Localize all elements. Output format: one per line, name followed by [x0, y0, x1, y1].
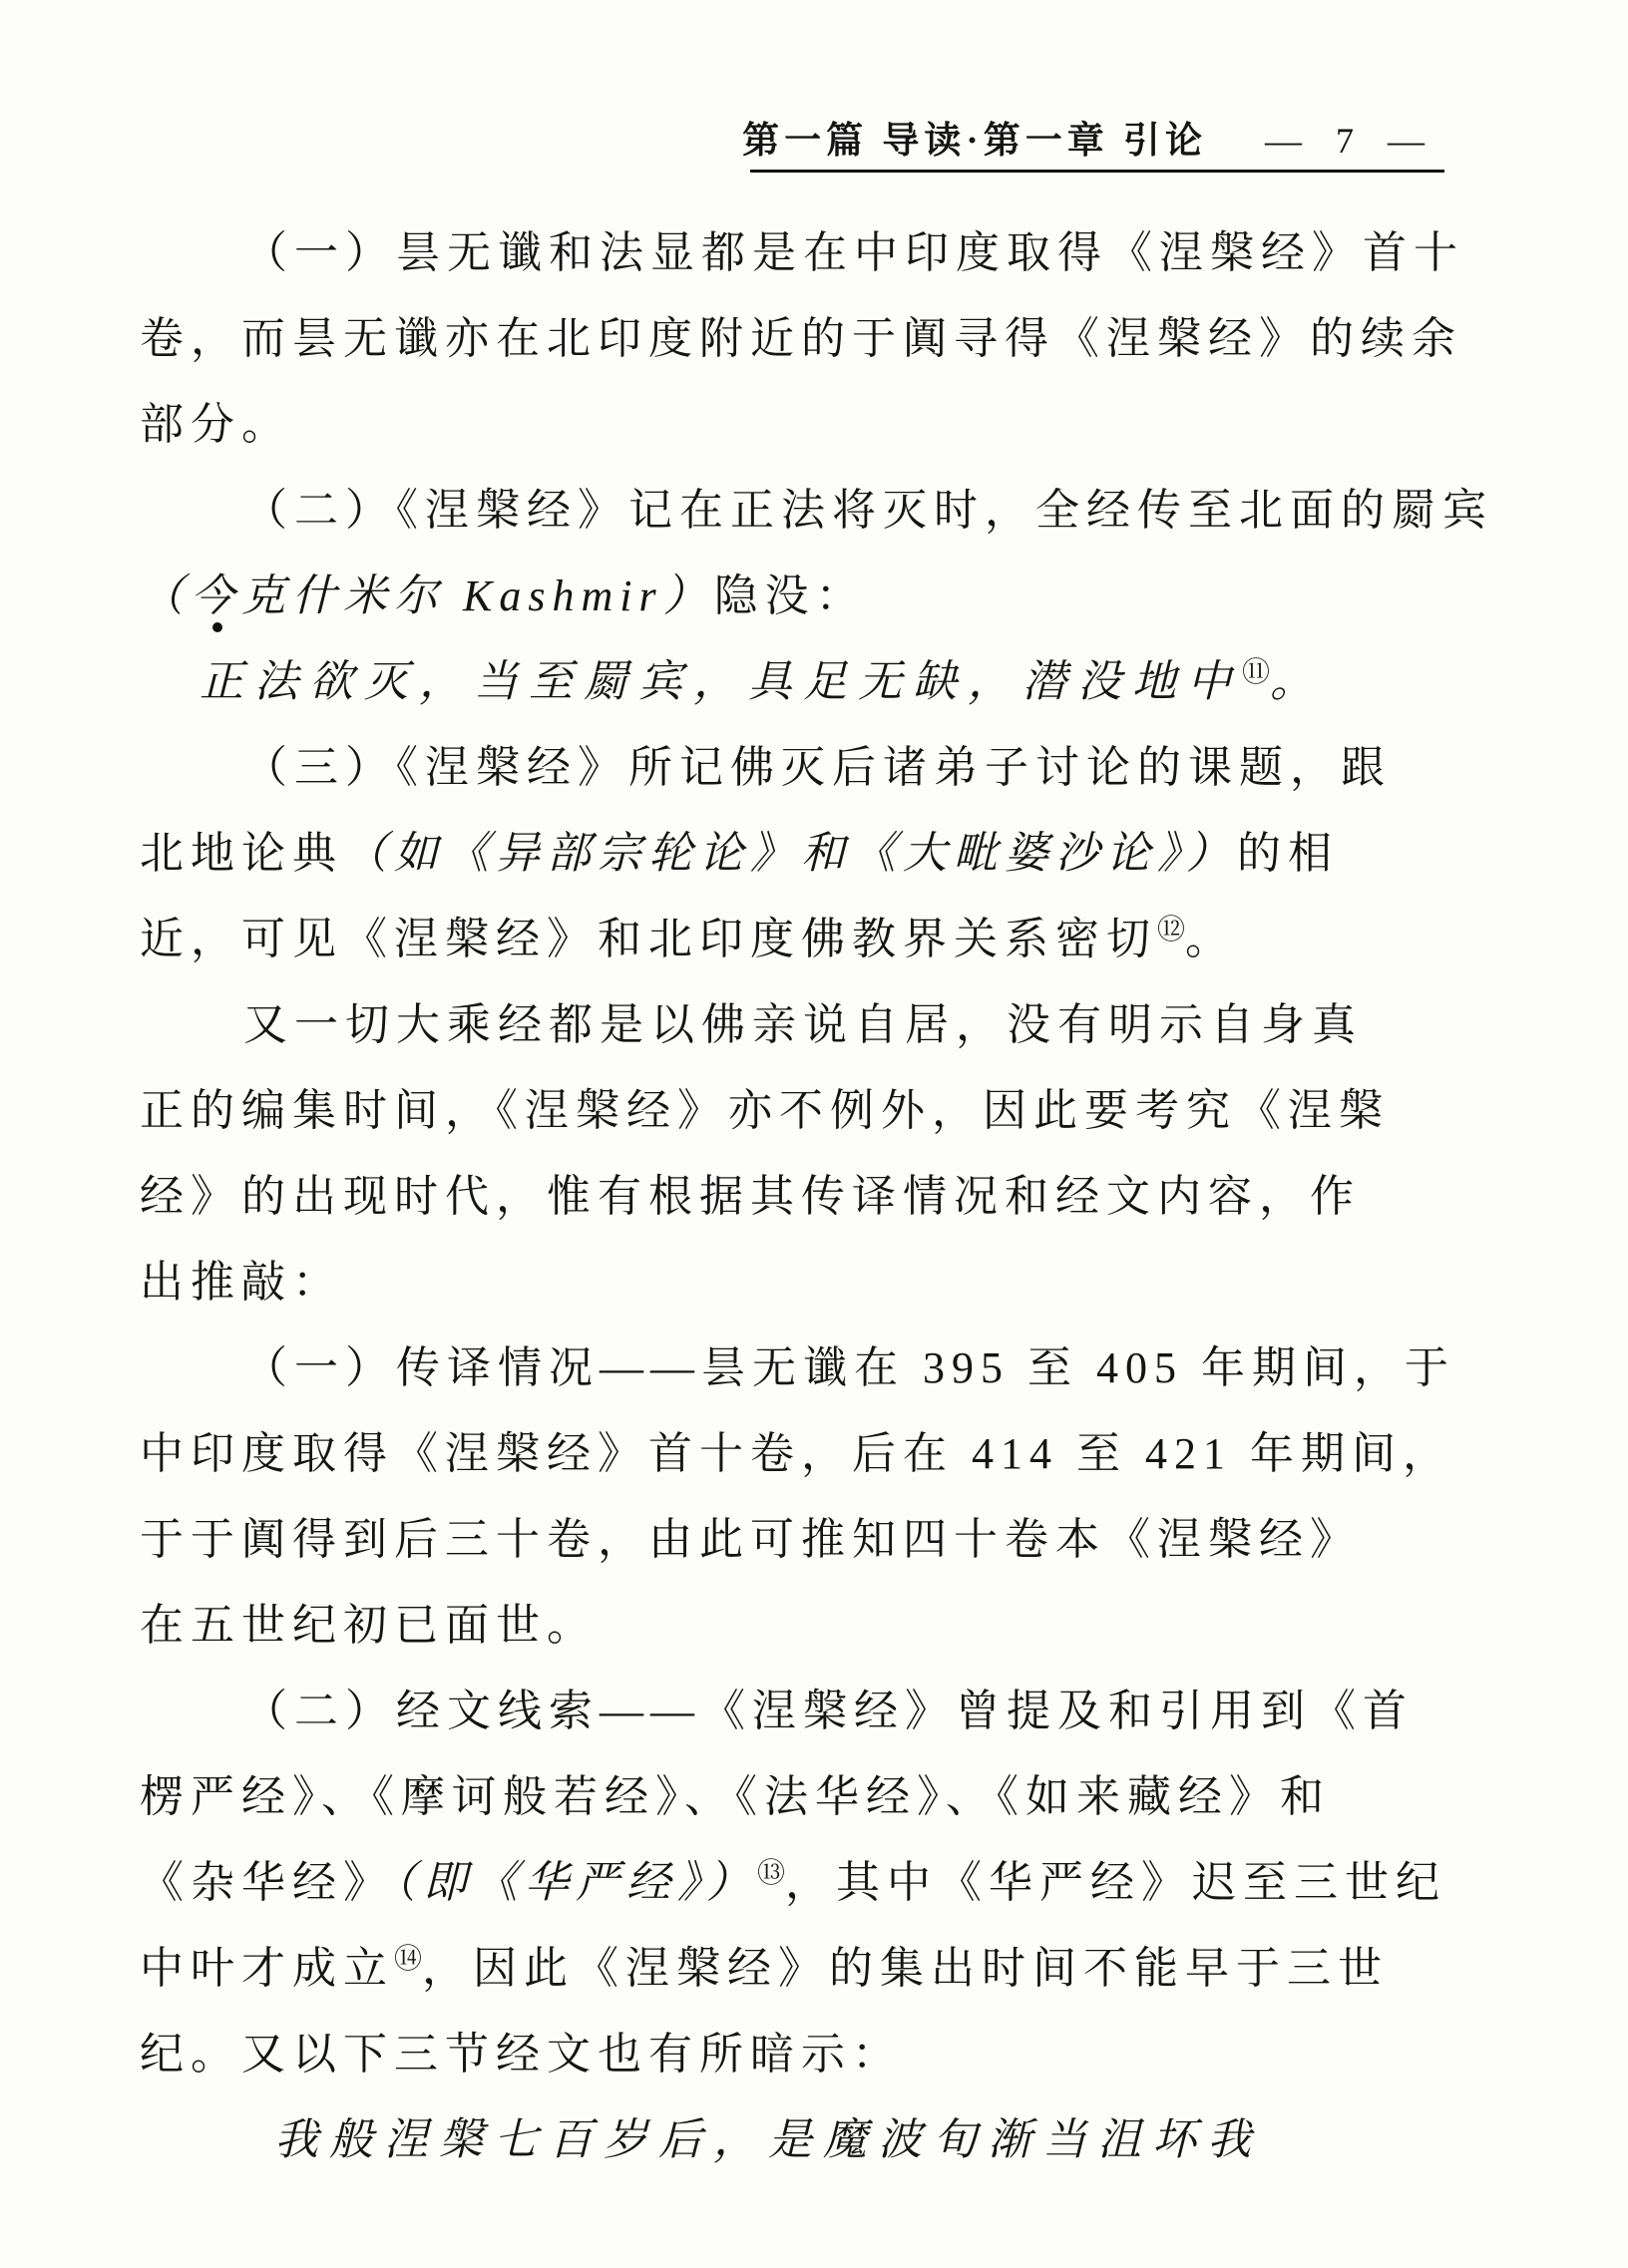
text-line-7 — [140, 725, 1496, 811]
text-line-11 — [140, 1068, 1496, 1154]
line-text: 又一切大乘经都是以佛亲说自居，没有明示自身真 — [243, 1000, 1363, 1049]
quote-line-1: 正法欲灭，当至罽宾，具足无缺，潜没地中⑪。 — [200, 657, 1326, 706]
quote-text: 我般涅槃七百岁后，是魔波旬渐当沮坏我 — [274, 2115, 1262, 2164]
text-line-22 — [140, 2012, 1496, 2097]
line-text: 中叶才成立 — [140, 1944, 394, 1993]
text-line-1 — [140, 210, 1496, 296]
text-line-14 — [140, 1325, 1496, 1411]
text-line-19 — [140, 1754, 1496, 1840]
line-text: 隐没： — [713, 571, 867, 620]
line-text: ，其中《华严经》迟至三世纪 — [785, 1858, 1447, 1907]
line-text-kai: （即《华严经》） — [394, 1858, 757, 1907]
text-line-15 — [140, 1411, 1496, 1497]
text-line-12 — [140, 1154, 1496, 1240]
quote-text: 正法欲灭，当至罽宾，具足无缺，潜没地中 — [200, 657, 1242, 706]
line-text: 的相 — [1237, 829, 1339, 878]
text-line-20: 《杂华经》（即《华严经》）⑬，其中《华严经》迟至三世纪 — [140, 1858, 1447, 1907]
body-text — [140, 210, 1496, 2183]
text-line-2 — [140, 296, 1496, 382]
line-text-kai: （如《异部宗轮论》和《大毗婆沙论》） — [343, 829, 1237, 878]
text-line-13 — [140, 1240, 1496, 1325]
line-text: ，因此《涅槃经》的集出时间不能早于三世 — [422, 1944, 1390, 1993]
line-text: 近，可见《涅槃经》和北印度佛教界关系密切 — [140, 915, 1157, 963]
line-text: 经》的出现时代，惟有根据其传译情况和经文内容，作 — [140, 1172, 1361, 1221]
line-text: （一）昙无谶和法显都是在中印度取得《涅槃经》首十 — [243, 228, 1464, 277]
line-text: 在五世纪初已面世。 — [140, 1601, 598, 1650]
line-text: 正的编集时间，《涅槃经》亦不例外，因此要考究《涅槃 — [140, 1086, 1390, 1135]
page-number: 7 — [1336, 121, 1354, 161]
line-text: 于于阗得到后三十卷，由此可推知四十卷本《涅槃经》 — [140, 1515, 1361, 1564]
text-line-17 — [140, 1583, 1496, 1669]
text-line-3 — [140, 382, 1496, 468]
text-line-10 — [140, 982, 1496, 1068]
text-line-16 — [140, 1497, 1496, 1583]
header-rule — [750, 170, 1444, 173]
line-text: 中印度取得《涅槃经》首十卷，后在 414 至 421 年期间， — [140, 1429, 1453, 1478]
line-text: 。 — [1185, 915, 1237, 963]
quote-line-2 — [140, 2097, 1496, 2183]
line-text: 楞严经》、《摩诃般若经》、《法华经》、《如来藏经》和 — [140, 1772, 1331, 1821]
text-line-21: 中叶才成立⑭，因此《涅槃经》的集出时间不能早于三世 — [140, 1944, 1390, 1993]
text-line-18 — [140, 1669, 1496, 1754]
line-text: 出推敲： — [140, 1258, 343, 1307]
quote-text: 。 — [1270, 657, 1326, 706]
emphasis-dot — [212, 622, 222, 632]
line-text: 纪。又以下三节经文也有所暗示： — [140, 2030, 903, 2079]
header-dash-left: — — [1265, 121, 1302, 162]
line-text: 北地论典 — [140, 829, 343, 878]
header-section-title: 第一篇 导读·第一章 引论 — [742, 121, 1207, 162]
text-line-8 — [140, 811, 1496, 897]
header-dash-right: — — [1388, 121, 1424, 162]
text-line-4 — [140, 468, 1496, 554]
line-text: 卷，而昙无谶亦在北印度附近的于阗寻得《涅槃经》的续余 — [140, 314, 1462, 363]
line-text: （三）《涅槃经》所记佛灭后诸弟子讨论的课题，跟 — [243, 743, 1392, 792]
line-text: （二）《涅槃经》记在正法将灭时，全经传至北面的罽宾 — [243, 486, 1493, 535]
running-header — [742, 110, 1440, 164]
text-line-9: 近，可见《涅槃经》和北印度佛教界关系密切⑫。 — [140, 915, 1237, 963]
line-text-kai: （今克什米尔 Kashmir） — [140, 571, 714, 620]
line-text: （二）经文线索——《涅槃经》曾提及和引用到《首 — [243, 1687, 1414, 1735]
line-text: 部分。 — [140, 400, 292, 449]
line-text: （一）传译情况——昙无谶在 395 至 405 年期间，于 — [243, 1343, 1455, 1392]
line-text: 《杂华经》 — [140, 1858, 394, 1907]
text-line-5 — [140, 554, 1496, 639]
